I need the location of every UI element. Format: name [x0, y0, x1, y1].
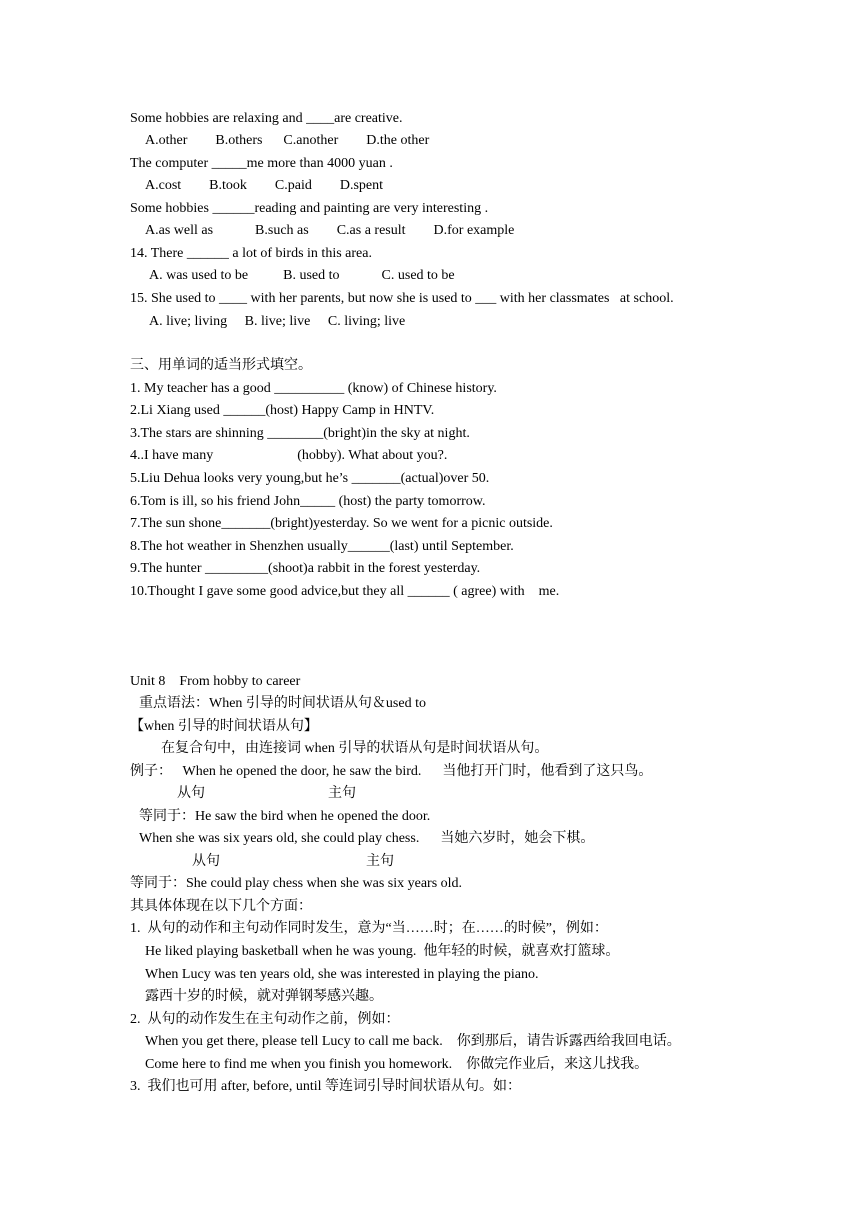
aspect-3: 3. 我们也可用 after, before, until 等连词引导时间状语从句。如：: [130, 1079, 522, 1094]
fill-item-8: 8.The hot weather in Shenzhen usually______(last) until September.: [130, 539, 514, 554]
aspect-2-example-1: When you get there, please tell Lucy to call me back. 你到那后，请告诉露西给我回电话。: [145, 1034, 681, 1049]
aspect-1: 1. 从句的动作和主句动作同时发生，意为“当……时；在……的时候”，例如：: [130, 921, 608, 936]
aspect-1-example-2-translation: 露西十岁的时候，就对弹钢琴感兴趣。: [145, 989, 383, 1004]
fill-item-4: 4..I have many (hobby). What about you?.: [130, 448, 448, 463]
example-2: When she was six years old, she could play chess. 当她六岁时，她会下棋。: [139, 831, 595, 846]
options-14: A. was used to be B. used to C. used to be: [149, 268, 455, 283]
fill-item-3: 3.The stars are shinning ________(bright)in the sky at night.: [130, 426, 470, 441]
question-hobbies-others: Some hobbies are relaxing and ____are creative.: [130, 111, 403, 126]
fill-item-1: 1. My teacher has a good __________ (know) of Chinese history.: [130, 381, 497, 396]
fill-item-6: 6.Tom is ill, so his friend John_____ (host) the party tomorrow.: [130, 494, 486, 509]
options-computer-cost: A.cost B.took C.paid D.spent: [145, 178, 383, 193]
example-1-equivalent: 等同于：He saw the bird when he opened the door.: [139, 809, 431, 824]
question-computer-cost: The computer _____me more than 4000 yuan .: [130, 156, 393, 171]
grammar-heading-when-clause: 【when 引导的时间状语从句】: [130, 719, 318, 734]
aspect-2: 2. 从句的动作发生在主句动作之前，例如：: [130, 1012, 400, 1027]
aspect-1-example-1: He liked playing basketball when he was young. 他年轻的时候，就喜欢打篮球。: [145, 944, 620, 959]
grammar-focus: 重点语法：When 引导的时间状语从句＆used to: [139, 696, 426, 711]
unit-title: Unit 8 From hobby to career: [130, 674, 301, 689]
example-1-subordinate-label: 从句: [177, 786, 205, 801]
section-heading-fill-in: 三、用单词的适当形式填空。: [130, 358, 312, 373]
options-such-as: A.as well as B.such as C.as a result D.for example: [145, 223, 515, 238]
aspect-2-example-2: Come here to find me when you finish you homework. 你做完作业后，来这儿找我。: [145, 1057, 649, 1072]
example-1-main-label: 主句: [328, 786, 356, 801]
example-2-subordinate-label: 从句: [192, 854, 220, 869]
question-such-as: Some hobbies ______reading and painting are very interesting .: [130, 201, 489, 216]
fill-item-10: 10.Thought I gave some good advice,but they all ______ ( agree) with me.: [130, 584, 560, 599]
options-15: A. live; living B. live; live C. living; live: [149, 314, 406, 329]
fill-item-5: 5.Liu Dehua looks very young,but he’s _______(actual)over 50.: [130, 471, 490, 486]
example-1: 例子： When he opened the door, he saw the bird. 当他打开门时，他看到了这只鸟。: [130, 764, 653, 779]
fill-item-9: 9.The hunter _________(shoot)a rabbit in the forest yesterday.: [130, 561, 481, 576]
question-15: 15. She used to ____ with her parents, but now she is used to ___ with her classmates at school.: [130, 291, 674, 306]
example-2-equivalent: 等同于：She could play chess when she was six years old.: [130, 876, 463, 891]
aspect-1-example-2: When Lucy was ten years old, she was interested in playing the piano.: [145, 967, 539, 982]
example-2-main-label: 主句: [366, 854, 394, 869]
options-hobbies-others: A.other B.others C.another D.the other: [145, 133, 430, 148]
grammar-definition: 在复合句中，由连接词 when 引导的状语从句是时间状语从句。: [161, 741, 549, 756]
fill-item-7: 7.The sun shone_______(bright)yesterday. So we went for a picnic outside.: [130, 516, 553, 531]
aspects-intro: 其具体体现在以下几个方面：: [130, 899, 312, 914]
fill-item-2: 2.Li Xiang used ______(host) Happy Camp in HNTV.: [130, 403, 435, 418]
question-14: 14. There ______ a lot of birds in this area.: [130, 246, 372, 261]
